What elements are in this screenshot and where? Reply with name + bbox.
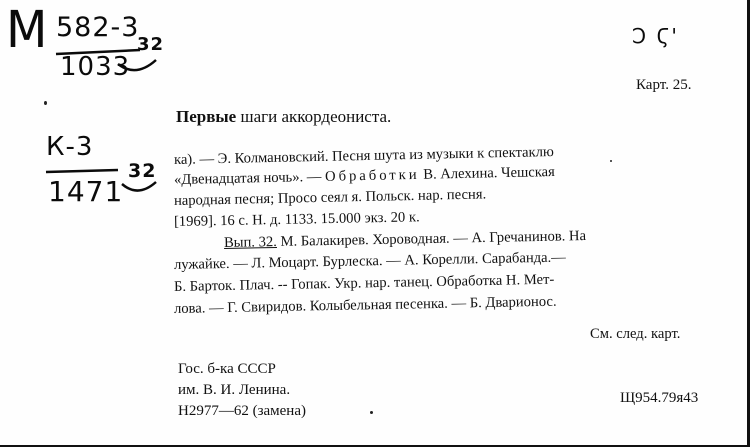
entry-line-7: Б. Барток. Плач. -- Гопак. Укр. нар. танец. Обработка Н. Мет-	[173, 271, 555, 295]
entry-line-2b: Обработки	[324, 166, 420, 185]
library-line-3: Н2977—62 (замена)	[178, 403, 306, 419]
library-line-2: им. В. И. Ленина.	[178, 382, 291, 398]
entry-line-2a: «Двенадцатая ночь». —	[173, 168, 326, 188]
library-line-1: Гос. б-ка СССР	[178, 361, 276, 377]
entry-line-6: лужайке. — Л. Моцарт. Бурлеска. — А. Корелли. Сарабанда.—	[173, 249, 566, 273]
entry-line-3: народная песня; Просо сеял я. Польск. нар. песня.	[173, 186, 487, 209]
entry-line-5	[224, 228, 586, 252]
entry-line-5b: М. Балакирев. Хороводная. — А. Гречанинов. На	[276, 228, 587, 250]
shelf-mark-1-bottom: 1033	[60, 52, 131, 82]
shelf-mark-1-top: 582-3	[56, 12, 140, 43]
volume-label: Вып. 32.	[223, 233, 278, 251]
title-rest: шаги аккордеониста.	[240, 107, 392, 126]
entry-line-4: [1969]. 16 с. Н. д. 1133. 15.000 экз. 20 к.	[173, 209, 420, 230]
handwritten-m: М	[6, 0, 49, 60]
scan-speck	[44, 101, 47, 105]
shelf-mark-2-suffix: 32	[128, 160, 157, 182]
entry-line-2c: В. Алехина. Чешская	[419, 164, 555, 183]
shelf-mark-2-top: К-3	[46, 132, 94, 162]
scan-speck	[370, 411, 373, 414]
card-number: Карт. 25.	[636, 77, 692, 93]
shelf-mark-2-bottom: 1471	[48, 175, 124, 208]
scan-speck	[610, 160, 612, 162]
shelf2-hook-stroke	[120, 180, 160, 200]
corner-handwritten-mark: Ͻ Ϛ'	[632, 24, 679, 48]
card-title	[176, 108, 391, 126]
entry-line-1: ка). — Э. Колмановский. Песня шута из музыки к спектаклю	[173, 144, 554, 168]
shelf-mark-1-suffix: 32	[137, 34, 165, 55]
shelf1-hook-stroke	[116, 58, 160, 80]
title-bold: Первые	[176, 107, 237, 126]
see-next-card: См. след. карт.	[590, 326, 681, 342]
classification-code: Щ954.79я43	[620, 390, 699, 406]
entry-line-8: лова. — Г. Свиридов. Колыбельная песенка. — Б. Дварионос.	[173, 293, 557, 317]
